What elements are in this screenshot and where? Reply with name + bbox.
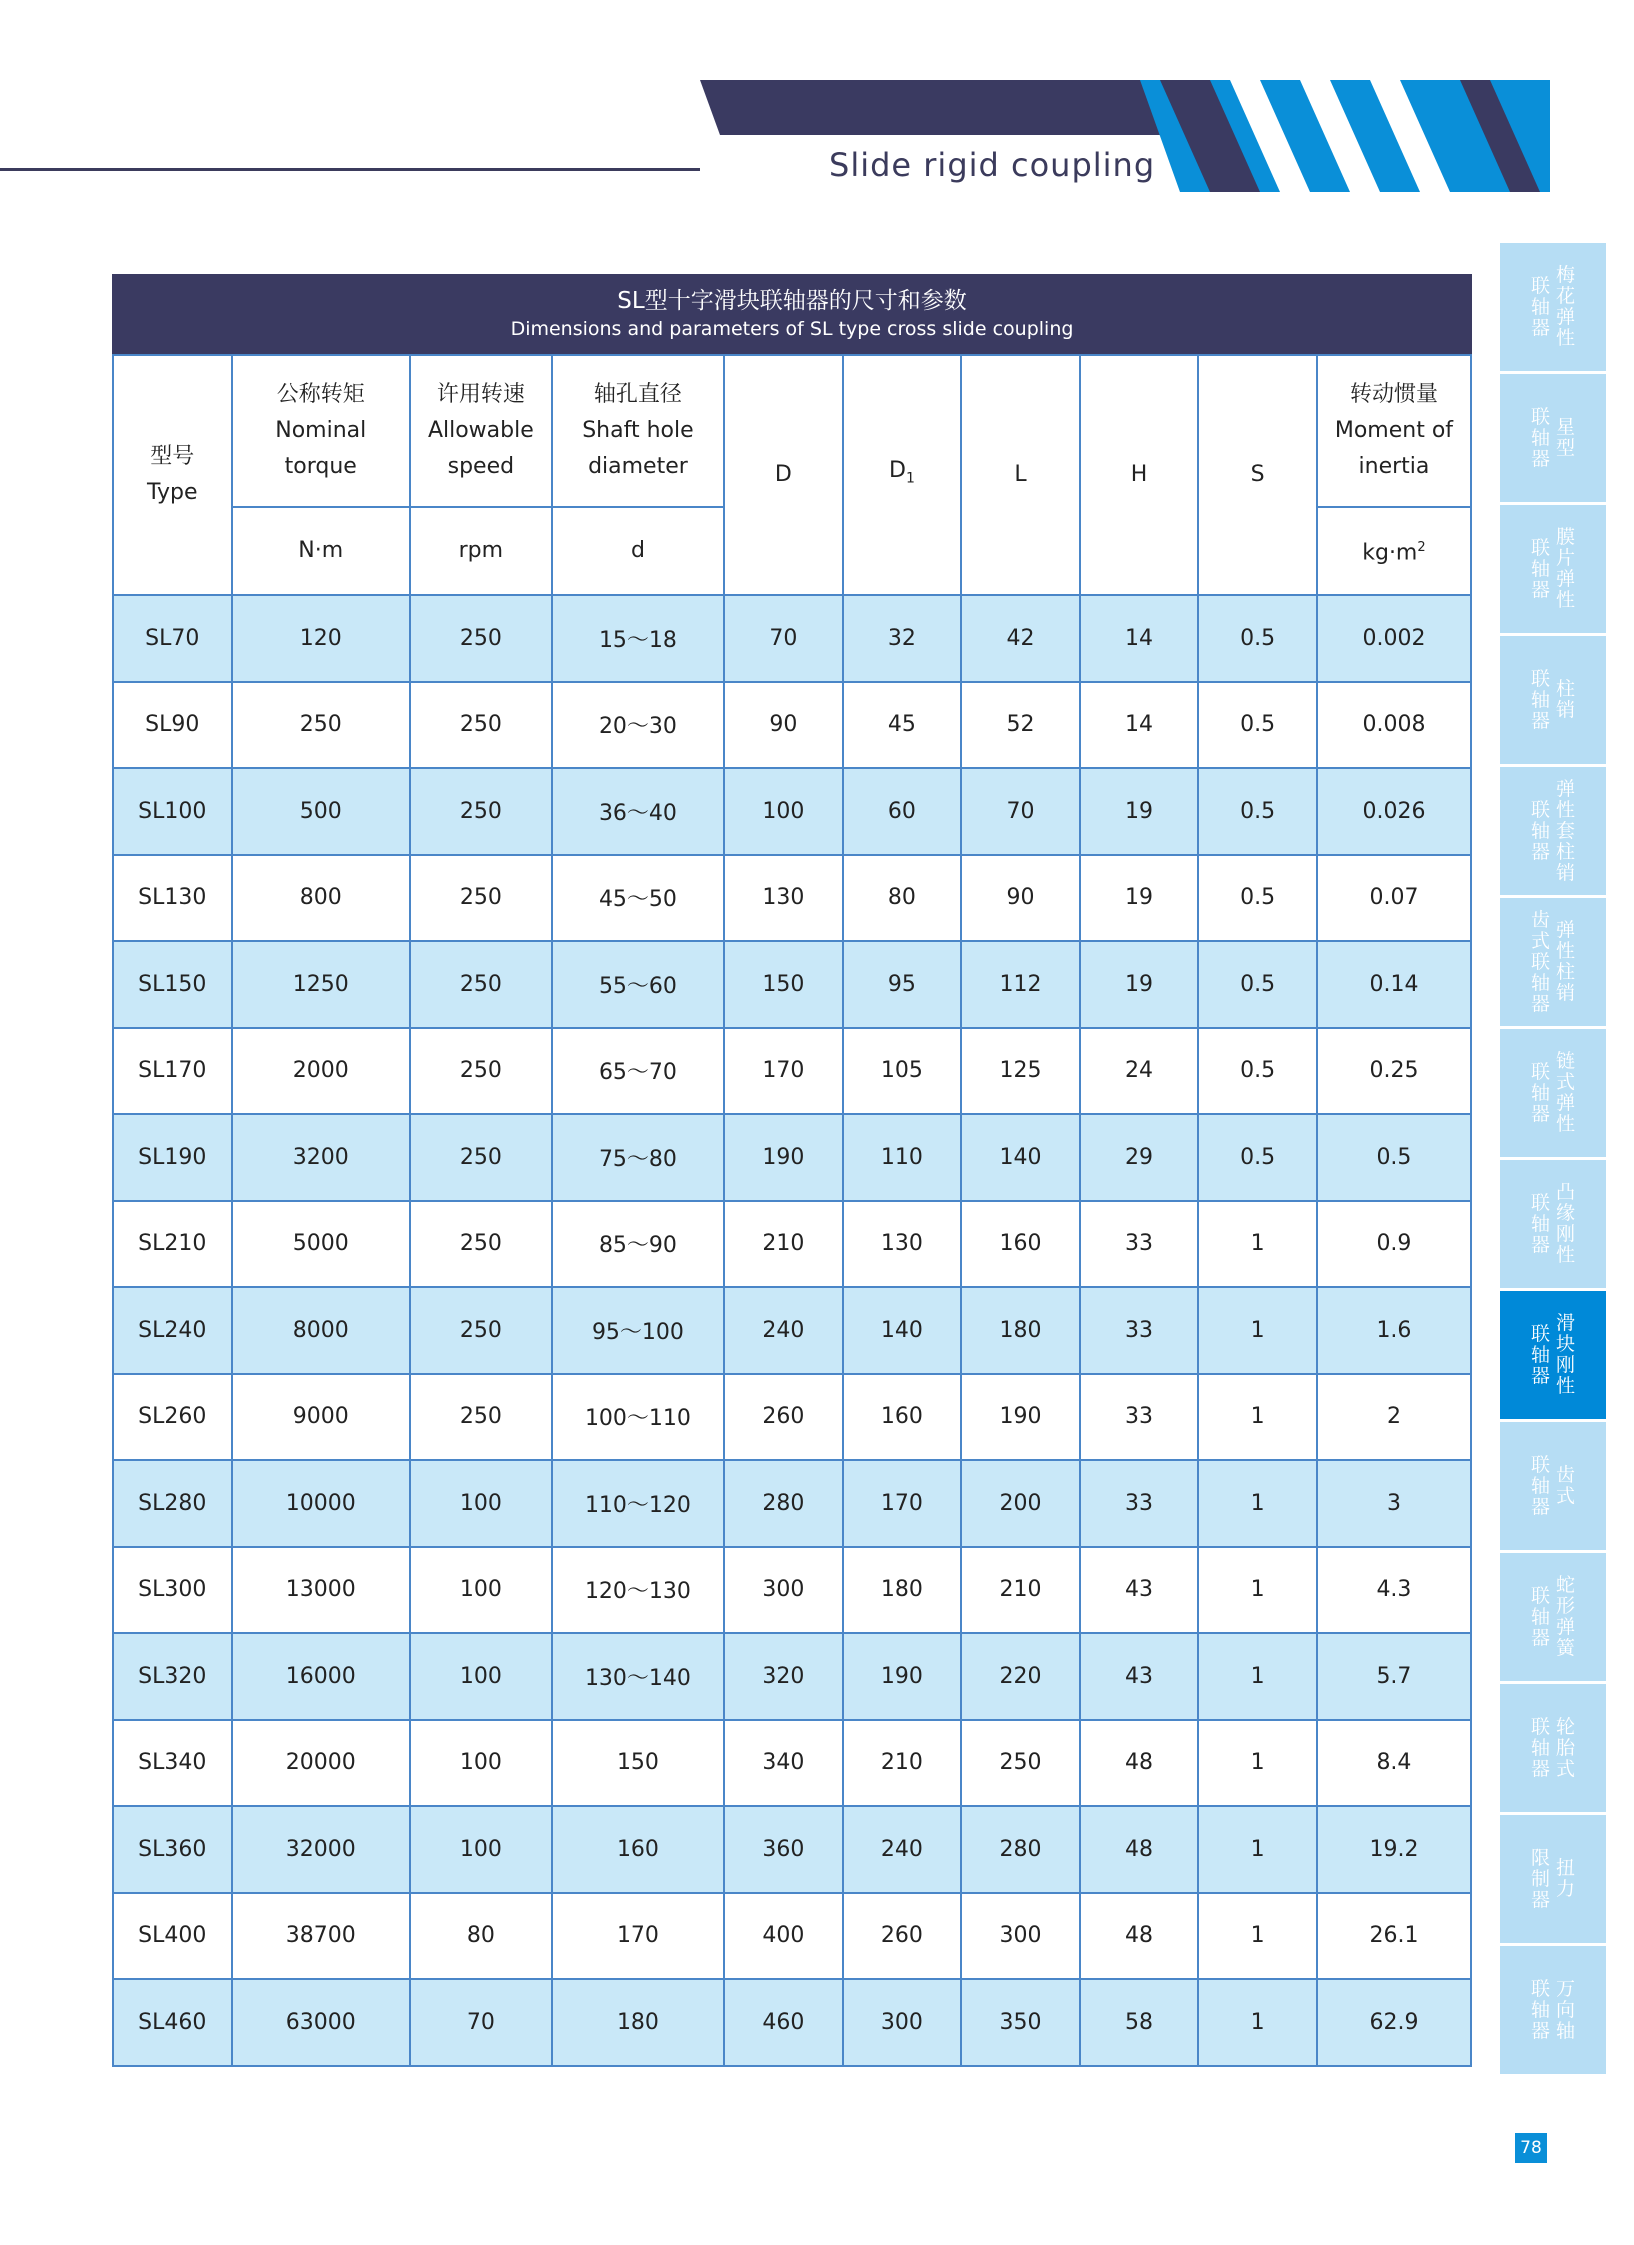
table-cell: 120 [232,595,410,682]
table-row [113,1460,1471,1547]
table-cell: 90 [724,682,843,769]
caption-english: Dimensions and parameters of SL type cross slide coupling [510,318,1074,340]
table-cell: SL150 [113,941,232,1028]
header-D: D [724,355,843,595]
table-cell: 0.5 [1198,595,1317,682]
table-row [113,1287,1471,1374]
table-cell: 250 [410,595,552,682]
sidebar-tab-right-label: 扭 力 [1556,1857,1576,1900]
sidebar-tab[interactable] [1500,1291,1606,1419]
sidebar-tab-left-label: 联 轴 器 [1530,1584,1550,1649]
unit-torque: N·m [232,507,410,595]
table-cell: 70 [961,768,1080,855]
table-row [113,595,1471,682]
table-cell: 150 [552,1720,724,1807]
table-cell: SL210 [113,1201,232,1288]
table-cell: 170 [724,1028,843,1115]
table-row [113,1633,1471,1720]
table-caption [112,274,1472,354]
table-cell: SL460 [113,1979,232,2066]
sidebar-tab[interactable] [1500,243,1606,371]
table-cell: 1 [1198,1374,1317,1461]
sidebar-tab-right-label: 万 向 轴 [1556,1977,1576,2042]
table-cell: SL170 [113,1028,232,1115]
table-cell: 80 [410,1893,552,1980]
table-row [113,1979,1471,2066]
table-cell: 0.5 [1198,855,1317,942]
table-cell: 90 [961,855,1080,942]
table-cell: 140 [961,1114,1080,1201]
table-cell: 180 [843,1547,962,1634]
sidebar-tab[interactable] [1500,1553,1606,1681]
table-cell: 280 [961,1806,1080,1893]
table-cell: 800 [232,855,410,942]
table-cell: 130 [724,855,843,942]
table-cell: 5.7 [1317,1633,1471,1720]
table-cell: 1250 [232,941,410,1028]
unit-inertia: $kg\cdot m^2$ [1317,507,1471,595]
table-cell: 210 [961,1547,1080,1634]
table-cell: 1 [1198,1893,1317,1980]
table-cell: 48 [1080,1720,1199,1807]
table-cell: 65～70 [552,1028,724,1115]
table-cell: 24 [1080,1028,1199,1115]
table-cell: 70 [410,1979,552,2066]
table-cell: 1 [1198,1806,1317,1893]
table-cell: 110 [843,1114,962,1201]
table-cell: 15～18 [552,595,724,682]
table-cell: 130～140 [552,1633,724,1720]
table-cell: 2000 [232,1028,410,1115]
table-cell: 250 [961,1720,1080,1807]
table-cell: 1 [1198,1720,1317,1807]
table-cell: 42 [961,595,1080,682]
table-cell: 58 [1080,1979,1199,2066]
table-cell: 14 [1080,682,1199,769]
sidebar-tab[interactable] [1500,898,1606,1026]
table-cell: 150 [724,941,843,1028]
table-cell: 160 [961,1201,1080,1288]
table-cell: 32000 [232,1806,410,1893]
table-cell: 1 [1198,1979,1317,2066]
table-cell: 100 [410,1547,552,1634]
sidebar-tab-left-label: 联 轴 器 [1530,798,1550,863]
table-cell: 200 [961,1460,1080,1547]
table-cell: 0.5 [1198,682,1317,769]
table-cell: 300 [843,1979,962,2066]
sidebar-tab-left-label: 联 轴 器 [1530,1322,1550,1387]
table-cell: 340 [724,1720,843,1807]
table-cell: 3 [1317,1460,1471,1547]
table-cell: 0.25 [1317,1028,1471,1115]
category-sidebar [1500,243,1606,2077]
table-cell: SL240 [113,1287,232,1374]
table-row [113,1720,1471,1807]
table-cell: 5000 [232,1201,410,1288]
table-cell: 33 [1080,1374,1199,1461]
table-cell: 45 [843,682,962,769]
sidebar-tab-right-label: 星 型 [1556,416,1576,459]
table-cell: 280 [724,1460,843,1547]
table-cell: 0.5 [1198,1114,1317,1201]
table-row [113,1374,1471,1461]
table-cell: 220 [961,1633,1080,1720]
sidebar-tab[interactable] [1500,1684,1606,1812]
table-cell: SL190 [113,1114,232,1201]
table-cell: 260 [843,1893,962,1980]
table-row [113,768,1471,855]
table-row [113,1028,1471,1115]
table-row [113,1547,1471,1634]
table-cell: 250 [410,682,552,769]
sidebar-tab-right-label: 梅 花 弹 性 [1556,264,1576,349]
table-cell: 320 [724,1633,843,1720]
header-S: S [1198,355,1317,595]
table-cell: 400 [724,1893,843,1980]
table-row [113,682,1471,769]
table-cell: 160 [552,1806,724,1893]
table-cell: 0.5 [1198,768,1317,855]
table-cell: 250 [232,682,410,769]
sidebar-tab-left-label: 联 轴 器 [1530,1977,1550,2042]
table-row [113,1114,1471,1201]
table-cell: 180 [552,1979,724,2066]
table-cell: 63000 [232,1979,410,2066]
table-cell: 250 [410,855,552,942]
table-cell: 0.026 [1317,768,1471,855]
table-cell: 240 [724,1287,843,1374]
caption-chinese: SL型十字滑块联轴器的尺寸和参数 [617,288,967,314]
table-cell: 300 [724,1547,843,1634]
table-cell: 1 [1198,1201,1317,1288]
table-cell: 250 [410,1114,552,1201]
sidebar-tab-left-label: 齿 式 联 轴 器 [1530,908,1550,1015]
table-cell: 1 [1198,1547,1317,1634]
table-cell: 210 [843,1720,962,1807]
table-cell: 19 [1080,941,1199,1028]
sidebar-tab-left-label: 联 轴 器 [1530,405,1550,470]
sidebar-tab[interactable] [1500,636,1606,764]
table-cell: 350 [961,1979,1080,2066]
table-cell: 112 [961,941,1080,1028]
table-cell: 100 [410,1460,552,1547]
table-cell: 250 [410,941,552,1028]
table-cell: SL320 [113,1633,232,1720]
sidebar-tab[interactable] [1500,767,1606,895]
header-inertia: 转动惯量 Moment of inertia [1317,355,1471,507]
table-cell: 20000 [232,1720,410,1807]
sidebar-tab-right-label: 凸 缘 刚 性 [1556,1181,1576,1266]
table-cell: 250 [410,1201,552,1288]
table-cell: 45～50 [552,855,724,942]
table-cell: 110～120 [552,1460,724,1547]
table-cell: 0.5 [1198,1028,1317,1115]
table-cell: SL260 [113,1374,232,1461]
table-cell: 33 [1080,1287,1199,1374]
header-speed: 许用转速 Allowable speed [410,355,552,507]
table-cell: 250 [410,1287,552,1374]
table-cell: 250 [410,1028,552,1115]
sidebar-tab[interactable] [1500,505,1606,633]
table-cell: 125 [961,1028,1080,1115]
table-cell: 0.14 [1317,941,1471,1028]
table-cell: 260 [724,1374,843,1461]
table-cell: 190 [724,1114,843,1201]
sidebar-tab-left-label: 联 轴 器 [1530,1453,1550,1518]
table-cell: 16000 [232,1633,410,1720]
table-cell: 75～80 [552,1114,724,1201]
table-cell: 100 [724,768,843,855]
table-cell: 70 [724,595,843,682]
header-torque: 公称转矩 Nominal torque [232,355,410,507]
table-cell: 0.5 [1317,1114,1471,1201]
table-cell: 250 [410,768,552,855]
header-D1: $D_1$ [843,355,962,595]
header-rule [0,168,800,171]
sidebar-tab-left-label: 联 轴 器 [1530,1191,1550,1256]
table-cell: 240 [843,1806,962,1893]
table-cell: 250 [410,1374,552,1461]
table-cell: 170 [843,1460,962,1547]
table-cell: SL280 [113,1460,232,1547]
header-H: H [1080,355,1199,595]
table-cell: 62.9 [1317,1979,1471,2066]
table-row [113,1806,1471,1893]
sidebar-tab-right-label: 弹 性 套 柱 销 [1556,777,1576,884]
table-cell: 210 [724,1201,843,1288]
table-row [113,1201,1471,1288]
unit-speed: rpm [410,507,552,595]
table-cell: 95～100 [552,1287,724,1374]
table-cell: 190 [961,1374,1080,1461]
table-cell: 55～60 [552,941,724,1028]
table-cell: 0.008 [1317,682,1471,769]
table-cell: 190 [843,1633,962,1720]
table-cell: 100 [410,1633,552,1720]
sidebar-tab-right-label: 弹 性 柱 销 [1556,919,1576,1004]
table-cell: 48 [1080,1806,1199,1893]
table-cell: 8000 [232,1287,410,1374]
table-cell: 130 [843,1201,962,1288]
table-cell: 13000 [232,1547,410,1634]
sidebar-tab-right-label: 轮 胎 式 [1556,1715,1576,1780]
sidebar-tab-right-label: 蛇 形 弹 簧 [1556,1574,1576,1659]
table-cell: 29 [1080,1114,1199,1201]
table-cell: 80 [843,855,962,942]
table-cell: SL70 [113,595,232,682]
table-cell: 500 [232,768,410,855]
table-cell: 180 [961,1287,1080,1374]
spec-grid [112,354,1472,2067]
sidebar-tab-left-label: 联 轴 器 [1530,1060,1550,1125]
sidebar-tab[interactable] [1500,1029,1606,1157]
table-cell: 26.1 [1317,1893,1471,1980]
table-cell: 19 [1080,855,1199,942]
table-cell: 38700 [232,1893,410,1980]
table-cell: 8.4 [1317,1720,1471,1807]
table-cell: 19.2 [1317,1806,1471,1893]
spec-table [112,274,1472,2067]
table-cell: 60 [843,768,962,855]
header-type: 型号 Type [113,355,232,595]
table-cell: SL130 [113,855,232,942]
table-cell: SL340 [113,1720,232,1807]
table-cell: 1 [1198,1633,1317,1720]
sidebar-tab-right-label: 齿 式 [1556,1464,1576,1507]
table-cell: 170 [552,1893,724,1980]
table-cell: 43 [1080,1547,1199,1634]
table-cell: 10000 [232,1460,410,1547]
unit-shaft: d [552,507,724,595]
sidebar-tab-left-label: 联 轴 器 [1530,274,1550,339]
sidebar-tab-left-label: 限 制 器 [1530,1846,1550,1911]
sidebar-tab[interactable] [1500,1160,1606,1288]
table-cell: 19 [1080,768,1199,855]
header-L: L [961,355,1080,595]
sidebar-tab[interactable] [1500,1422,1606,1550]
sidebar-tab-left-label: 联 轴 器 [1530,1715,1550,1780]
table-cell: 85～90 [552,1201,724,1288]
table-cell: 140 [843,1287,962,1374]
table-cell: 9000 [232,1374,410,1461]
table-cell: 105 [843,1028,962,1115]
table-cell: 43 [1080,1633,1199,1720]
table-cell: 33 [1080,1201,1199,1288]
table-cell: 52 [961,682,1080,769]
table-row [113,941,1471,1028]
table-cell: SL100 [113,768,232,855]
table-cell: 360 [724,1806,843,1893]
table-cell: 100 [410,1806,552,1893]
sidebar-tab-right-label: 柱 销 [1556,678,1576,721]
sidebar-tab[interactable] [1500,374,1606,502]
sidebar-tab-left-label: 联 轴 器 [1530,667,1550,732]
table-cell: 2 [1317,1374,1471,1461]
sidebar-tab[interactable] [1500,1815,1606,1943]
table-cell: 3200 [232,1114,410,1201]
table-body [113,595,1471,2066]
table-cell: 20～30 [552,682,724,769]
table-cell: 4.3 [1317,1547,1471,1634]
table-cell: 33 [1080,1460,1199,1547]
sidebar-tab-left-label: 联 轴 器 [1530,536,1550,601]
table-cell: 1 [1198,1287,1317,1374]
table-cell: 0.9 [1317,1201,1471,1288]
table-row [113,1893,1471,1980]
sidebar-tab[interactable] [1500,1946,1606,2074]
table-cell: 36～40 [552,768,724,855]
table-cell: 100 [410,1720,552,1807]
table-cell: 1 [1198,1460,1317,1547]
table-cell: 14 [1080,595,1199,682]
table-cell: 32 [843,595,962,682]
table-row [113,855,1471,942]
table-cell: SL300 [113,1547,232,1634]
table-cell: 120～130 [552,1547,724,1634]
table-cell: SL90 [113,682,232,769]
page-number: 78 [1515,2133,1547,2163]
header-shaft: 轴孔直径 Shaft hole diameter [552,355,724,507]
table-cell: 48 [1080,1893,1199,1980]
table-cell: 0.5 [1198,941,1317,1028]
table-cell: 460 [724,1979,843,2066]
table-cell: SL360 [113,1806,232,1893]
table-cell: 300 [961,1893,1080,1980]
table-cell: SL400 [113,1893,232,1980]
sidebar-tab-right-label: 膜 片 弹 性 [1556,526,1576,611]
table-cell: 160 [843,1374,962,1461]
table-cell: 100～110 [552,1374,724,1461]
sidebar-tab-right-label: 链 式 弹 性 [1556,1050,1576,1135]
table-cell: 0.07 [1317,855,1471,942]
table-cell: 1.6 [1317,1287,1471,1374]
section-title: Slide rigid coupling [829,146,1156,184]
table-cell: 0.002 [1317,595,1471,682]
sidebar-tab-right-label: 滑 块 刚 性 [1556,1312,1576,1397]
table-cell: 95 [843,941,962,1028]
